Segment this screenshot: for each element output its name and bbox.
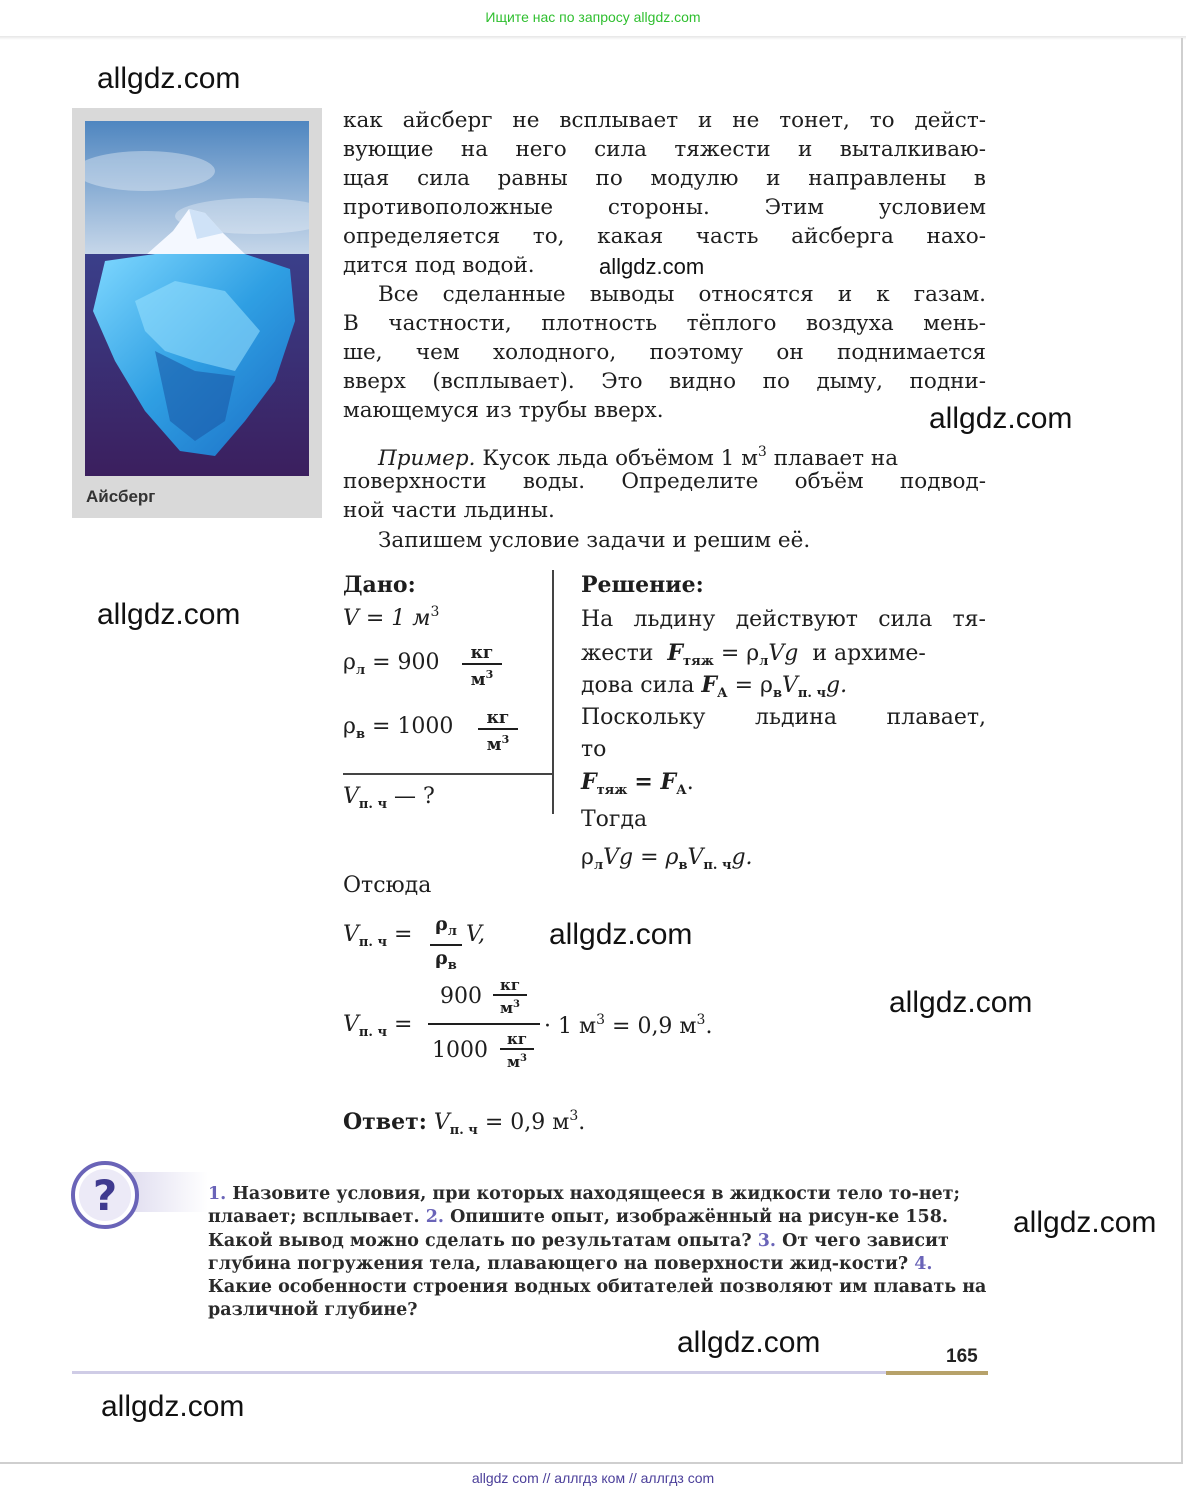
value: — ? [393, 784, 435, 809]
horizontal-divider [343, 773, 553, 775]
subscript: п. ч [797, 686, 826, 701]
superscript: 3 [520, 1053, 527, 1064]
variable: V [782, 673, 798, 698]
text: = ρ [734, 673, 773, 698]
text: дова сила [581, 673, 695, 698]
given-volume-text: V = 1 м [343, 606, 431, 631]
rho-symbol: ρ [343, 650, 356, 675]
subscript: л [759, 654, 769, 669]
superscript: 3 [596, 1012, 606, 1028]
example-text: плавает на [773, 446, 899, 471]
subscript: л [593, 858, 604, 873]
solution-line: то [581, 737, 607, 762]
text: · 1 м [544, 1014, 597, 1039]
subscript: А [717, 686, 728, 701]
question-number: 2. [425, 1207, 444, 1228]
question-number: 4. [914, 1253, 933, 1274]
subscript: п. ч [358, 797, 387, 812]
top-banner: Ищите нас по запросу allgdz.com [485, 9, 701, 25]
text-line: вверх (всплывает). Это видно по дыму, подни- [343, 369, 986, 394]
variable: V [343, 922, 359, 947]
text-line: мающемуся из трубы вверх. [343, 398, 664, 423]
solution-line: На льдину действуют сила тя- [581, 607, 986, 632]
equals: = [393, 922, 413, 947]
svg-text:?: ? [92, 1171, 118, 1220]
question-number: 3. [757, 1230, 777, 1251]
given-density-water [343, 714, 453, 742]
variable: g. [731, 845, 753, 870]
unit-text: м [507, 1053, 521, 1071]
subscript: А [676, 783, 687, 798]
fraction-denominator [430, 946, 462, 978]
formula-2-tail [544, 1012, 712, 1039]
watermark: allgdz.com [599, 254, 705, 279]
text-line: щая сила равны по модулю и направлены в [343, 166, 986, 191]
answer-line [343, 1108, 585, 1138]
question-text: Какие особенности строения водных обитателей позволяют им плавать на различной глубине? [208, 1277, 987, 1321]
formula-2-lhs [343, 1012, 412, 1040]
question-text: Опишите опыт, изображённый на рисун-ке 158. Какой вывод можно сделать по результатам опыта? [208, 1207, 948, 1251]
text-line: определяется то, какая часть айсберга нахо- [343, 224, 986, 249]
unit-text: м [486, 735, 502, 755]
variable: V [343, 784, 359, 809]
rho-symbol: ρ [435, 913, 448, 935]
density-fraction [430, 912, 462, 978]
superscript: 3 [513, 999, 520, 1010]
page-number: 165 [946, 1346, 978, 1367]
text: = 0,9 м [484, 1110, 570, 1135]
value: = 900 [372, 650, 440, 675]
text: . [578, 1110, 586, 1135]
variable: = F [634, 769, 677, 795]
superscript: 3 [569, 1108, 579, 1124]
text-line: дится под водой. [343, 253, 535, 278]
variable: Vg [768, 641, 799, 666]
fraction-numerator [430, 912, 462, 946]
fraction-numerator: кг [462, 643, 502, 665]
subscript: в [355, 727, 365, 742]
solution-line [581, 769, 694, 798]
denominator-value: 1000 [432, 1038, 488, 1063]
fraction-denominator [462, 665, 502, 690]
subscript: в [447, 958, 457, 973]
text: . [686, 770, 694, 795]
subscript: тяж [596, 783, 628, 798]
given-volume [343, 604, 439, 631]
solution-line: Тогда [581, 807, 648, 832]
given-find [343, 784, 435, 812]
variable: V [343, 1012, 359, 1037]
solution-line: Поскольку льдина плавает, [581, 705, 986, 730]
variable: V [433, 1110, 450, 1135]
text-line: как айсберг не всплывает и не тонет, то дейст- [343, 108, 986, 133]
question-mark-icon [70, 1160, 140, 1230]
rho-symbol: ρ [435, 947, 448, 969]
superscript: 3 [485, 668, 494, 681]
superscript: 3 [757, 444, 767, 460]
questions [208, 1183, 988, 1323]
watermark: allgdz.com [97, 598, 241, 631]
formula-1-tail: V, [466, 922, 486, 947]
question-text: От чего зависит глубина погружения тела, плавающего на поверхности жид-кости? [208, 1230, 949, 1274]
fraction-numerator: кг [500, 1031, 534, 1050]
formula-1-lhs [343, 922, 412, 950]
vertical-divider [552, 570, 554, 814]
watermark: allgdz.com [1013, 1206, 1157, 1239]
given-title: Дано: [343, 572, 416, 598]
watermark: allgdz.com [97, 62, 241, 95]
numerator-value: 900 [440, 984, 482, 1009]
text-line: поверхности воды. Определите объём подвод- [343, 469, 986, 494]
subscript: тяж [683, 654, 714, 669]
text: = 0,9 м [612, 1014, 697, 1039]
fraction-denominator [500, 1050, 534, 1071]
text: жести [581, 641, 654, 666]
hence-label: Отсюда [343, 873, 432, 898]
text: Vg = ρ [603, 845, 679, 870]
variable: F [667, 640, 684, 666]
footer-line [72, 1371, 886, 1374]
answer-label: Ответ: [343, 1109, 427, 1135]
superscript: 3 [430, 604, 440, 620]
text: = ρ [720, 641, 760, 666]
footer-accent-line [886, 1371, 988, 1375]
text-line: ше, чем холодного, поэтому он поднимается [343, 340, 986, 365]
subscript: л [355, 663, 366, 678]
fraction-numerator: кг [493, 977, 527, 996]
solution-line [581, 672, 847, 701]
subscript: п. ч [703, 858, 732, 873]
figure-caption: Айсберг [86, 487, 156, 506]
solution-line [581, 640, 926, 669]
given-density-ice [343, 650, 440, 678]
watermark: allgdz.com [677, 1326, 821, 1359]
subscript: в [678, 858, 688, 873]
unit-text: м [500, 999, 514, 1017]
solution-title: Решение: [581, 572, 704, 598]
subscript: в [772, 686, 783, 701]
text-line: В частности, плотность тёплого воздуха мень- [343, 311, 986, 336]
example-text: Кусок льда объёмом 1 м [482, 446, 758, 471]
text: . [705, 1014, 713, 1039]
superscript: 3 [501, 733, 510, 746]
subscript: п. ч [449, 1123, 478, 1138]
text-line: противоположные стороны. Этим условием [343, 195, 986, 220]
fraction-bar [428, 1023, 540, 1025]
unit-fraction [462, 643, 502, 690]
subscript: л [447, 924, 457, 939]
question-text: Назовите условия, при которых находящееся в жидкости тело то-нет; плавает; всплывает. [208, 1184, 960, 1228]
watermark: allgdz.com [549, 918, 693, 951]
unit-fraction [478, 708, 518, 755]
subscript: п. ч [358, 1025, 387, 1040]
variable: g. [826, 673, 848, 698]
text-line: ной части льдины. [343, 498, 555, 523]
unit-fraction [500, 1031, 534, 1071]
rho-symbol: ρ [343, 714, 356, 739]
bottom-banner: allgdz com // аллгдз ком // аллгдз com [471, 1470, 715, 1486]
iceberg-figure [72, 108, 322, 518]
text-line: Запишем условие задачи и решим её. [378, 528, 811, 553]
variable: F [581, 769, 597, 795]
equals: = [393, 1012, 413, 1037]
question-number: 1. [208, 1184, 227, 1204]
value: = 1000 [371, 714, 454, 739]
variable: F [701, 672, 717, 698]
watermark: allgdz.com [101, 1390, 245, 1423]
fraction-denominator [493, 996, 527, 1017]
example-label: Пример. [378, 446, 476, 471]
unit-text: м [470, 670, 486, 690]
superscript: 3 [696, 1012, 706, 1028]
text-line: Все сделанные выводы относятся и к газам. [378, 282, 986, 307]
solution-line [581, 845, 753, 873]
watermark: allgdz.com [889, 986, 1033, 1019]
fraction-numerator: кг [478, 708, 518, 730]
iceberg-image [85, 121, 309, 476]
text-line: вующие на него сила тяжести и выталкиваю- [343, 137, 986, 162]
subscript: п. ч [358, 935, 387, 950]
variable: V [687, 845, 704, 870]
rho-symbol: ρ [581, 845, 594, 870]
unit-fraction [493, 977, 527, 1017]
watermark: allgdz.com [929, 402, 1073, 435]
fraction-denominator [478, 730, 518, 755]
text: и архиме- [812, 641, 926, 666]
